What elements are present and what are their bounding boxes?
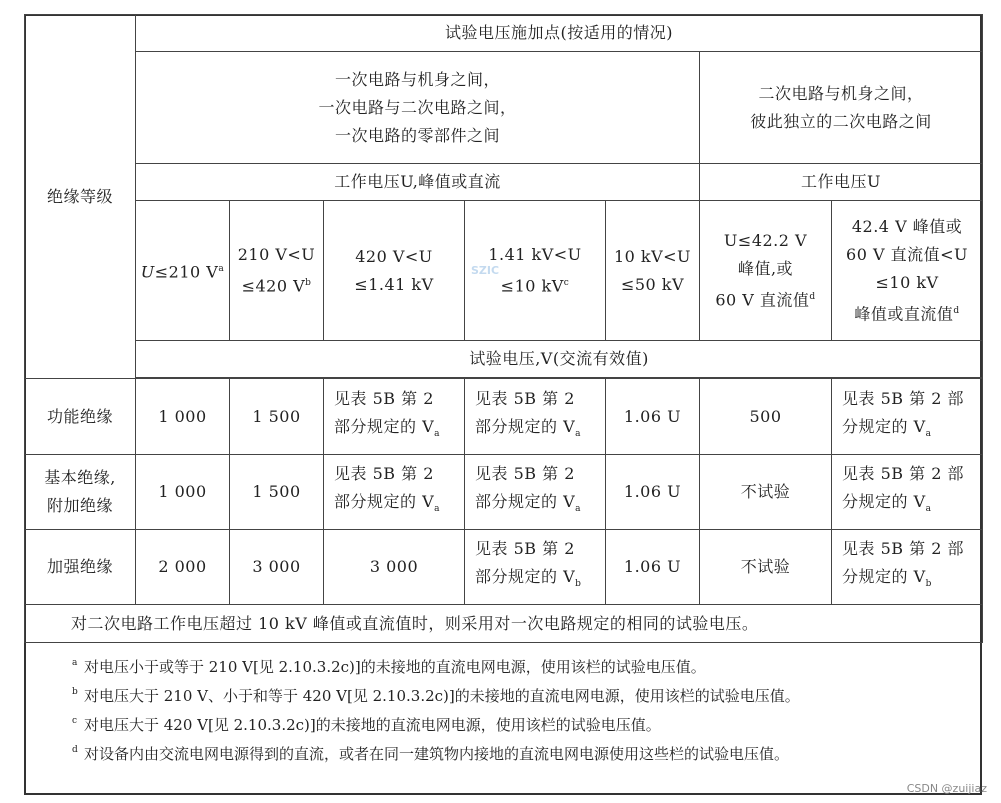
cell: 1.06 U xyxy=(606,530,700,605)
footnote-c: c 对电压大于 420 V[见 2.10.3.2c)]的未接地的直流电网电源，使用该栏的试验电压值。 xyxy=(72,716,661,734)
high-voltage-note: 对二次电路工作电压超过 10 kV 峰值或直流值时，则采用对一次电路规定的相同的试验电压。 xyxy=(25,605,983,643)
row-label: 基本绝缘, 附加绝缘 xyxy=(25,455,136,530)
primary-circuit-group: 一次电路与机身之间， 一次电路与二次电路之间， 一次电路的零部件之间 xyxy=(136,52,700,164)
range-col-6: U≤42.2 V 峰值,或 60 V 直流值$^d$ xyxy=(700,201,832,341)
cell: 500 xyxy=(700,379,832,455)
cell: 见表 5B 第 2 部 分规定的 $V_b$ xyxy=(832,530,983,605)
table-row xyxy=(25,530,983,605)
range-col-1: U≤210 $V^a$ xyxy=(136,201,230,341)
range-col-3: 420 V<U ≤1.41 kV xyxy=(324,201,465,341)
cell: 1.06 U xyxy=(606,455,700,530)
footnote-b: b 对电压大于 210 V、小于和等于 420 V[见 2.10.3.2c)]的未接地的直流电网电源，使用该栏的试验电压值。 xyxy=(72,687,800,705)
footnote-a: a 对电压小于或等于 210 V[见 2.10.3.2c)]的未接地的直流电网电源，使用该栏的试验电压值。 xyxy=(72,658,706,676)
table-row xyxy=(25,379,983,455)
cell: 3 000 xyxy=(324,530,465,605)
cell: 3 000 xyxy=(230,530,324,605)
range-col-4: 1.41 kV<U ≤10 $kV^c$ xyxy=(465,201,606,341)
range-col-2: 210 V<U ≤420 $V^b$ xyxy=(230,201,324,341)
cell: 不试验 xyxy=(700,455,832,530)
cell: 见表 5B 第 2 部分规定的 $V_a$ xyxy=(324,455,465,530)
working-voltage-secondary: 工作电压U xyxy=(700,164,983,201)
footnote-d: d 对设备内由交流电网电源得到的直流，或者在同一建筑物内接地的直流电网电源使用这些栏的试验电压值。 xyxy=(72,745,790,763)
cell: 1 500 xyxy=(230,379,324,455)
footnotes xyxy=(24,643,982,795)
cell: 见表 5B 第 2 部分规定的 $V_a$ xyxy=(324,379,465,455)
insulation-grade-header: 绝缘等级 xyxy=(25,15,136,379)
watermark-logo: SZIC xyxy=(470,264,500,277)
test-points-header: 试验电压施加点(按适用的情况) xyxy=(136,15,983,52)
secondary-circuit-group: 二次电路与机身之间， 彼此独立的二次电路之间 xyxy=(700,52,983,164)
row-label: 功能绝缘 xyxy=(25,379,136,455)
range-col-7: 42.4 V 峰值或 60 V 直流值<U ≤10 kV 峰值或直流值$^d$ xyxy=(832,201,983,341)
cell: 2 000 xyxy=(136,530,230,605)
range-col-5: 10 kV<U ≤50 kV xyxy=(606,201,700,341)
source-credit: CSDN @zuijiaz xyxy=(906,782,987,795)
cell: 见表 5B 第 2 部 分规定的 $V_a$ xyxy=(832,455,983,530)
cell: 见表 5B 第 2 部分规定的 $V_b$ xyxy=(465,530,606,605)
cell: 1 000 xyxy=(136,455,230,530)
cell: 1 500 xyxy=(230,455,324,530)
cell: 见表 5B 第 2 部分规定的 $V_a$ xyxy=(465,455,606,530)
cell: 见表 5B 第 2 部分规定的 $V_a$ xyxy=(465,379,606,455)
cell: 见表 5B 第 2 部 分规定的 $V_a$ xyxy=(832,379,983,455)
working-voltage-primary: 工作电压U,峰值或直流 xyxy=(136,164,700,201)
test-voltage-unit-row: 试验电压,V(交流有效值) xyxy=(136,341,983,378)
test-voltage-table xyxy=(24,14,983,643)
cell: 1 000 xyxy=(136,379,230,455)
cell: 不试验 xyxy=(700,530,832,605)
cell: 1.06 U xyxy=(606,379,700,455)
row-label: 加强绝缘 xyxy=(25,530,136,605)
table-row xyxy=(25,455,983,530)
